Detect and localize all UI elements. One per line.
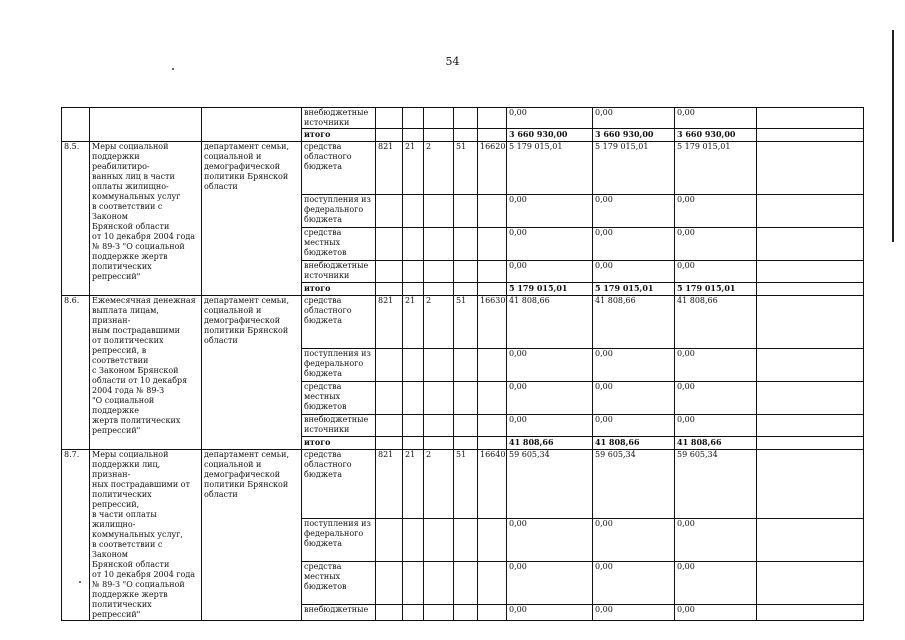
code-cell-5: 16630 — [478, 296, 507, 349]
code-cell — [403, 261, 424, 283]
code-cell — [454, 108, 478, 129]
code-cell — [403, 415, 424, 437]
code-cell — [403, 562, 424, 605]
source-cell: внебюджетные источники — [302, 261, 376, 283]
code-cell-2: 21 — [403, 450, 424, 519]
code-cell — [403, 228, 424, 261]
amount-cell-1: 5 179 015,01 — [507, 142, 593, 195]
amount-cell-1: 0,00 — [507, 562, 593, 605]
code-cell — [478, 195, 507, 228]
amount-cell-2: 0,00 — [593, 519, 675, 562]
num-cell: 8.7. — [62, 450, 90, 621]
num-cell: 8.5. — [62, 142, 90, 296]
amount-cell-3: 0,00 — [675, 415, 757, 437]
amount-cell-2: 41 808,66 — [593, 296, 675, 349]
executor-cell: департамент семьи, социальной и демографической политики Брянской области — [202, 142, 302, 296]
code-cell — [454, 228, 478, 261]
measure-cell — [90, 108, 202, 142]
page-edge-line — [892, 30, 894, 242]
code-cell — [403, 108, 424, 129]
executor-cell: департамент семьи, социальной и демографической политики Брянской области — [202, 450, 302, 621]
code-cell — [424, 228, 454, 261]
code-cell — [403, 349, 424, 382]
amount-cell-2: 0,00 — [593, 195, 675, 228]
amount-cell-3: 0,00 — [675, 519, 757, 562]
blank-cell — [757, 349, 864, 382]
source-cell: средства местных бюджетов — [302, 562, 376, 605]
code-cell — [454, 519, 478, 562]
amount-cell-1: 41 808,66 — [507, 437, 593, 450]
source-cell: итого — [302, 129, 376, 142]
code-cell — [376, 415, 403, 437]
blank-cell — [757, 296, 864, 349]
amount-cell-2: 0,00 — [593, 349, 675, 382]
code-cell — [478, 382, 507, 415]
budget-table — [61, 107, 864, 621]
measure-cell: Меры социальной поддержки лиц, признан- ных пострадавшими от политических репрессий, в части оплаты жилищно- коммунальных услуг, в соответствии с Законом Брянской области от 10 декабря 2004 года № 89-З "О социальной поддержке жертв политических репрессий" — [90, 450, 202, 621]
code-cell — [478, 108, 507, 129]
table-row — [62, 296, 864, 349]
amount-cell-2: 0,00 — [593, 605, 675, 621]
amount-cell-1: 0,00 — [507, 261, 593, 283]
code-cell-3: 2 — [424, 450, 454, 519]
amount-cell-2: 0,00 — [593, 562, 675, 605]
code-cell-2: 21 — [403, 296, 424, 349]
amount-cell-3: 5 179 015,01 — [675, 283, 757, 296]
amount-cell-2: 0,00 — [593, 228, 675, 261]
code-cell-1: 821 — [376, 450, 403, 519]
num-cell — [62, 108, 90, 142]
amount-cell-2: 0,00 — [593, 415, 675, 437]
code-cell — [424, 437, 454, 450]
code-cell — [478, 283, 507, 296]
amount-cell-2: 5 179 015,01 — [593, 142, 675, 195]
source-cell: внебюджетные источники — [302, 108, 376, 129]
code-cell — [424, 382, 454, 415]
code-cell — [424, 415, 454, 437]
code-cell — [478, 349, 507, 382]
executor-cell — [202, 108, 302, 142]
code-cell — [454, 195, 478, 228]
blank-cell — [757, 195, 864, 228]
blank-cell — [757, 142, 864, 195]
code-cell — [376, 382, 403, 415]
code-cell-5: 16640 — [478, 450, 507, 519]
code-cell — [478, 562, 507, 605]
table-row — [62, 108, 864, 129]
source-cell: средства местных бюджетов — [302, 382, 376, 415]
code-cell-3: 2 — [424, 142, 454, 195]
amount-cell-3: 3 660 930,00 — [675, 129, 757, 142]
blank-cell — [757, 382, 864, 415]
code-cell — [454, 382, 478, 415]
amount-cell-3: 0,00 — [675, 562, 757, 605]
source-cell: внебюджетные — [302, 605, 376, 621]
source-cell: поступления из федерального бюджета — [302, 349, 376, 382]
code-cell — [376, 283, 403, 296]
source-cell: поступления из федерального бюджета — [302, 519, 376, 562]
amount-cell-1: 5 179 015,01 — [507, 283, 593, 296]
code-cell — [376, 562, 403, 605]
source-cell: итого — [302, 437, 376, 450]
code-cell-4: 51 — [454, 142, 478, 195]
code-cell — [376, 108, 403, 129]
code-cell — [424, 195, 454, 228]
code-cell — [403, 519, 424, 562]
source-cell: средства областного бюджета — [302, 296, 376, 349]
code-cell — [454, 129, 478, 142]
source-cell: поступления из федерального бюджета — [302, 195, 376, 228]
amount-cell-1: 0,00 — [507, 415, 593, 437]
code-cell — [376, 349, 403, 382]
amount-cell-3: 5 179 015,01 — [675, 142, 757, 195]
table-row — [62, 450, 864, 519]
blank-cell — [757, 129, 864, 142]
blank-cell — [757, 450, 864, 519]
amount-cell-2: 0,00 — [593, 108, 675, 129]
blank-cell — [757, 605, 864, 621]
blank-cell — [757, 519, 864, 562]
code-cell — [403, 437, 424, 450]
code-cell-1: 821 — [376, 296, 403, 349]
code-cell — [424, 261, 454, 283]
code-cell — [403, 129, 424, 142]
amount-cell-3: 59 605,34 — [675, 450, 757, 519]
code-cell — [376, 195, 403, 228]
code-cell — [478, 437, 507, 450]
source-cell: средства областного бюджета — [302, 142, 376, 195]
code-cell — [478, 519, 507, 562]
code-cell — [376, 129, 403, 142]
amount-cell-3: 41 808,66 — [675, 437, 757, 450]
code-cell — [376, 261, 403, 283]
amount-cell-3: 0,00 — [675, 228, 757, 261]
scan-speck — [172, 68, 174, 70]
code-cell — [424, 562, 454, 605]
code-cell — [478, 261, 507, 283]
amount-cell-1: 0,00 — [507, 519, 593, 562]
blank-cell — [757, 562, 864, 605]
amount-cell-3: 0,00 — [675, 195, 757, 228]
code-cell — [454, 437, 478, 450]
code-cell — [376, 228, 403, 261]
amount-cell-3: 41 808,66 — [675, 296, 757, 349]
amount-cell-2: 59 605,34 — [593, 450, 675, 519]
blank-cell — [757, 108, 864, 129]
amount-cell-1: 0,00 — [507, 382, 593, 415]
amount-cell-2: 5 179 015,01 — [593, 283, 675, 296]
source-cell: внебюджетные источники — [302, 415, 376, 437]
amount-cell-3: 0,00 — [675, 605, 757, 621]
amount-cell-1: 3 660 930,00 — [507, 129, 593, 142]
code-cell — [424, 283, 454, 296]
amount-cell-1: 59 605,34 — [507, 450, 593, 519]
source-cell: средства местных бюджетов — [302, 228, 376, 261]
amount-cell-3: 0,00 — [675, 261, 757, 283]
code-cell — [454, 283, 478, 296]
amount-cell-2: 0,00 — [593, 382, 675, 415]
budget-table-body — [62, 108, 864, 621]
code-cell — [376, 605, 403, 621]
code-cell — [376, 519, 403, 562]
code-cell — [424, 108, 454, 129]
amount-cell-1: 0,00 — [507, 108, 593, 129]
code-cell-2: 21 — [403, 142, 424, 195]
measure-cell: Меры социальной поддержки реабилитиро- ванных лиц в части оплаты жилищно- коммунальных услуг в соответствии с Законом Брянской области от 10 декабря 2004 года № 89-З "О социальной поддержке жертв политических репрессий" — [90, 142, 202, 296]
code-cell — [478, 605, 507, 621]
code-cell — [454, 261, 478, 283]
code-cell-4: 51 — [454, 450, 478, 519]
blank-cell — [757, 415, 864, 437]
code-cell-4: 51 — [454, 296, 478, 349]
blank-cell — [757, 228, 864, 261]
code-cell — [403, 382, 424, 415]
code-cell — [478, 228, 507, 261]
code-cell — [454, 349, 478, 382]
executor-cell: департамент семьи, социальной и демографической политики Брянской области — [202, 296, 302, 450]
code-cell — [424, 349, 454, 382]
code-cell — [454, 562, 478, 605]
code-cell — [403, 195, 424, 228]
code-cell — [478, 415, 507, 437]
amount-cell-1: 0,00 — [507, 349, 593, 382]
code-cell — [424, 605, 454, 621]
code-cell — [403, 283, 424, 296]
amount-cell-3: 0,00 — [675, 108, 757, 129]
code-cell — [424, 129, 454, 142]
num-cell: 8.6. — [62, 296, 90, 450]
code-cell-1: 821 — [376, 142, 403, 195]
code-cell-5: 16620 — [478, 142, 507, 195]
measure-cell: Ежемесячная денежная выплата лицам, признан- ным пострадавшими от политических репрессий, в соответствии с Законом Брянской области от 10 декабря 2004 года № 89-З "О социальной поддержке жертв политических репрессий" — [90, 296, 202, 450]
code-cell — [376, 437, 403, 450]
blank-cell — [757, 437, 864, 450]
code-cell — [478, 129, 507, 142]
amount-cell-1: 0,00 — [507, 195, 593, 228]
amount-cell-2: 0,00 — [593, 261, 675, 283]
blank-cell — [757, 283, 864, 296]
amount-cell-3: 0,00 — [675, 382, 757, 415]
code-cell — [403, 605, 424, 621]
amount-cell-1: 0,00 — [507, 228, 593, 261]
code-cell — [424, 519, 454, 562]
amount-cell-3: 0,00 — [675, 349, 757, 382]
source-cell: итого — [302, 283, 376, 296]
code-cell — [454, 415, 478, 437]
amount-cell-2: 3 660 930,00 — [593, 129, 675, 142]
code-cell-3: 2 — [424, 296, 454, 349]
amount-cell-1: 0,00 — [507, 605, 593, 621]
amount-cell-2: 41 808,66 — [593, 437, 675, 450]
amount-cell-1: 41 808,66 — [507, 296, 593, 349]
blank-cell — [757, 261, 864, 283]
page-number: 54 — [445, 55, 460, 68]
source-cell: средства областного бюджета — [302, 450, 376, 519]
code-cell — [454, 605, 478, 621]
table-row — [62, 142, 864, 195]
